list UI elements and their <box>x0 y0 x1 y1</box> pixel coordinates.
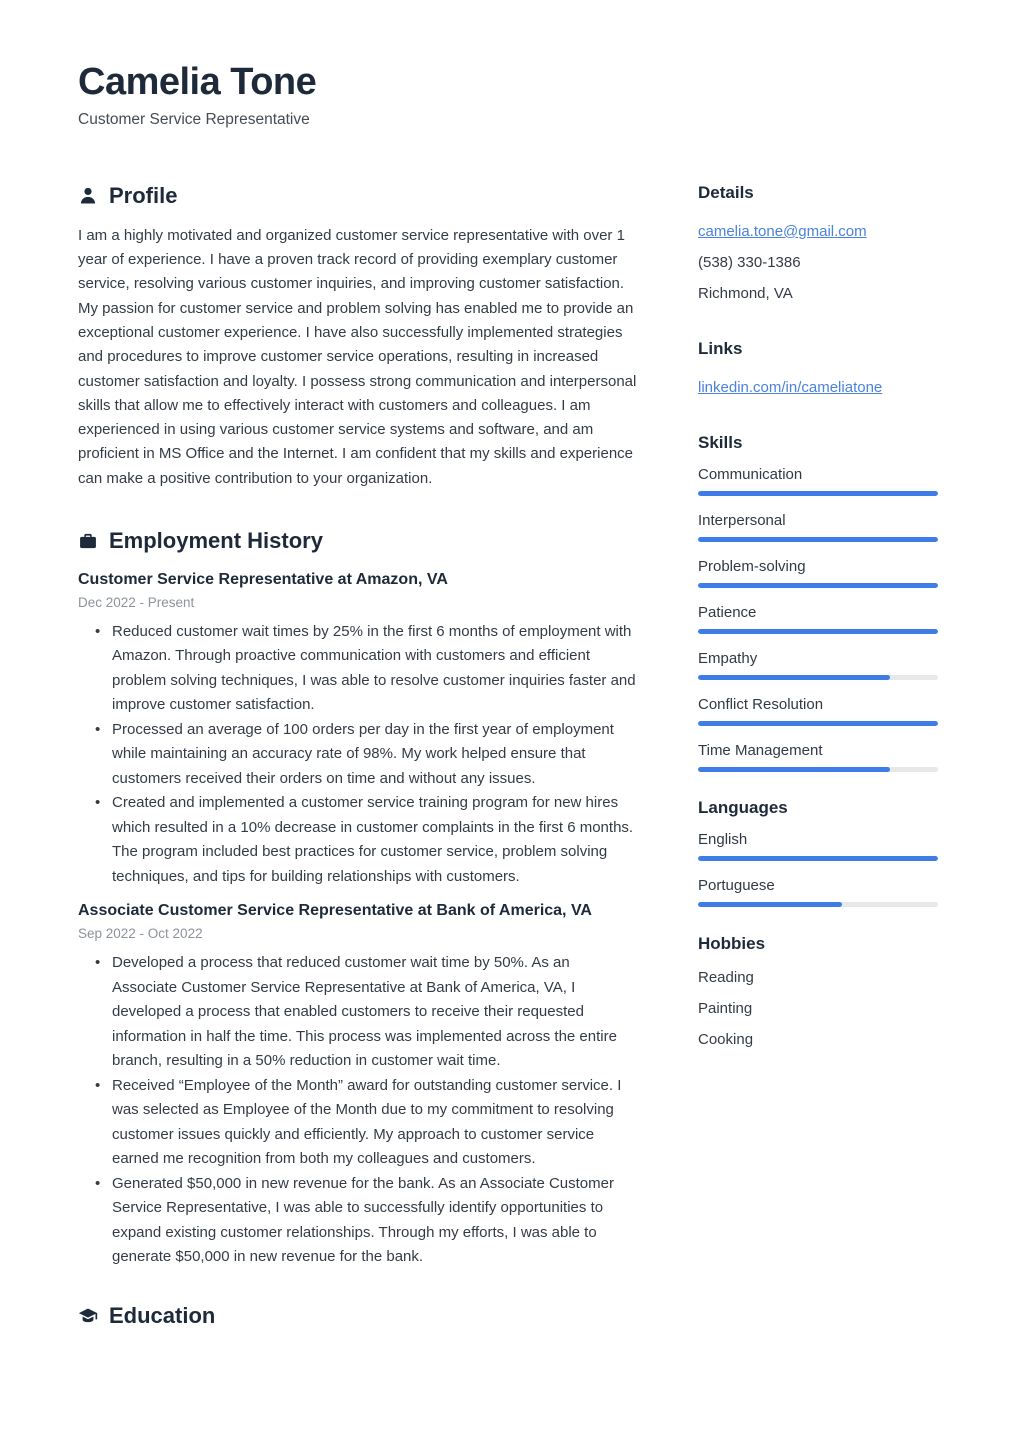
graduation-cap-icon <box>78 1306 98 1326</box>
skills-block <box>698 433 938 772</box>
job-bullet-list <box>78 951 638 1270</box>
languages-block <box>698 798 938 907</box>
skills-list <box>698 466 938 772</box>
skill-meter-fill <box>698 537 938 542</box>
skills-heading: Skills <box>698 432 743 452</box>
skill-meter-fill <box>698 767 890 772</box>
skill-meter-track <box>698 629 938 634</box>
skill-label: Interpersonal <box>698 511 786 529</box>
job-bullet: • Processed an average of 100 orders per day in the first year of employment while maintaining an accuracy rate of 98%. My work helped ensure that customers received their orders on time and without any issues. <box>95 718 638 792</box>
language-label: English <box>698 830 748 848</box>
sidebar <box>698 183 938 1329</box>
phone-number: (538) 330-1386 <box>698 253 801 271</box>
skill-meter-fill <box>698 721 938 726</box>
content-columns <box>78 183 938 1329</box>
job-bullet-list <box>78 620 638 890</box>
skill-item <box>698 604 938 634</box>
job-title: Associate Customer Service Representative at Bank of America, VA <box>78 902 592 920</box>
employment-heading-label: Employment History <box>109 528 323 554</box>
skill-label: Conflict Resolution <box>698 695 824 713</box>
job-entry <box>78 901 638 1269</box>
education-heading <box>78 1303 638 1329</box>
skill-meter-fill <box>698 583 938 588</box>
skill-item <box>698 742 938 772</box>
skill-meter-track <box>698 721 938 726</box>
profile-section <box>78 183 638 491</box>
skill-meter-fill <box>698 675 890 680</box>
education-heading-label: Education <box>109 1302 216 1328</box>
skill-meter-track <box>698 675 938 680</box>
job-entry <box>78 570 638 889</box>
education-section <box>78 1303 638 1329</box>
job-dates: Sep 2022 - Oct 2022 <box>78 926 203 942</box>
job-title: Customer Service Representative at Amazon, VA <box>78 571 448 589</box>
languages-heading: Languages <box>698 797 788 817</box>
skill-meter-fill <box>698 491 938 496</box>
employment-heading <box>78 528 638 554</box>
candidate-name: Camelia Tone <box>78 61 317 103</box>
skill-meter-track <box>698 767 938 772</box>
job-bullet: • Generated $50,000 in new revenue for the bank. As an Associate Customer Service Representative, I was able to successfully identify opportunities to expand existing customer relationships. Through my efforts, I was able to generate $50,000 in new revenue for the bank. <box>95 1172 638 1270</box>
skill-label: Empathy <box>698 649 758 667</box>
language-meter-track <box>698 856 938 861</box>
hobbies-block <box>698 934 938 1055</box>
skill-meter-track <box>698 583 938 588</box>
job-bullet: • Reduced customer wait times by 25% in the first 6 months of employment with Amazon. Through proactive communication with customers and efficient problem solving techniques, I was able to resolve customer inquiries faster and improve customer satisfaction. <box>95 620 638 718</box>
hobbies-heading: Hobbies <box>698 933 766 953</box>
employment-section <box>78 528 638 1270</box>
skill-meter-track <box>698 491 938 496</box>
language-meter-fill <box>698 856 938 861</box>
email-link[interactable]: camelia.tone@gmail.com <box>698 222 867 240</box>
profile-text: I am a highly motivated and organized customer service representative with over 1 year of experience. I have a proven track record of providing exemplary customer service, resolving various customer inquiries, and improving customer satisfaction. My passion for customer service and problem solving has enabled me to provide an exceptional customer experience. I have also successfully implemented strategies and procedures to improve customer service operations, resulting in increased customer satisfaction and loyalty. I possess strong communication and interpersonal skills that allow me to effectively interact with customers and colleagues. I am experienced in using various customer service systems and software, and am proficient in MS Office and the Internet. I am confident that my skills and experience can make a positive contribution to your organization. <box>78 226 637 487</box>
language-meter-fill <box>698 902 842 907</box>
skill-label: Time Management <box>698 741 823 759</box>
job-bullet: • Received “Employee of the Month” award for outstanding customer service. I was selected as Employee of the Month due to my commitment to resolving customer issues quickly and efficiently. My approach to customer service earned me recognition from both my colleagues and customers. <box>95 1074 638 1172</box>
skill-label: Problem-solving <box>698 557 806 575</box>
resume-header <box>78 62 938 129</box>
briefcase-icon <box>78 531 98 551</box>
hobby-item: Painting <box>698 999 753 1017</box>
main-column <box>78 183 638 1329</box>
profile-heading <box>78 183 638 209</box>
skill-item <box>698 558 938 588</box>
candidate-job-title: Customer Service Representative <box>78 110 310 128</box>
skill-meter-fill <box>698 629 938 634</box>
skill-meter-track <box>698 537 938 542</box>
profile-heading-label: Profile <box>109 182 178 208</box>
skill-item <box>698 696 938 726</box>
location: Richmond, VA <box>698 284 793 302</box>
person-icon <box>78 186 98 206</box>
hobby-item: Reading <box>698 968 754 986</box>
language-meter-track <box>698 902 938 907</box>
links-heading: Links <box>698 338 743 358</box>
job-bullet: • Developed a process that reduced customer wait time by 50%. As an Associate Customer Service Representative at Bank of America, VA, I developed a process that enabled customers to receive their requested information in half the time. This process was implemented across the entire branch, resulting in a 50% reduction in customer wait time. <box>95 951 638 1074</box>
skill-label: Patience <box>698 603 757 621</box>
skill-label: Communication <box>698 465 803 483</box>
hobby-item: Cooking <box>698 1030 754 1048</box>
languages-list <box>698 831 938 907</box>
job-bullet: • Created and implemented a customer service training program for new hires which resulted in a 10% decrease in customer complaints in the first 6 months. The program included best practices for customer service, problem solving techniques, and tips for building relationships with customers. <box>95 791 638 889</box>
details-block <box>698 183 938 309</box>
job-dates: Dec 2022 - Present <box>78 594 195 610</box>
details-heading: Details <box>698 182 754 202</box>
hobbies-list <box>698 962 938 1055</box>
language-item <box>698 831 938 861</box>
language-label: Portuguese <box>698 876 775 894</box>
skill-item <box>698 512 938 542</box>
skill-item <box>698 466 938 496</box>
links-block <box>698 339 938 403</box>
skill-item <box>698 650 938 680</box>
linkedin-link[interactable]: linkedin.com/in/cameliatone <box>698 378 883 396</box>
language-item <box>698 877 938 907</box>
